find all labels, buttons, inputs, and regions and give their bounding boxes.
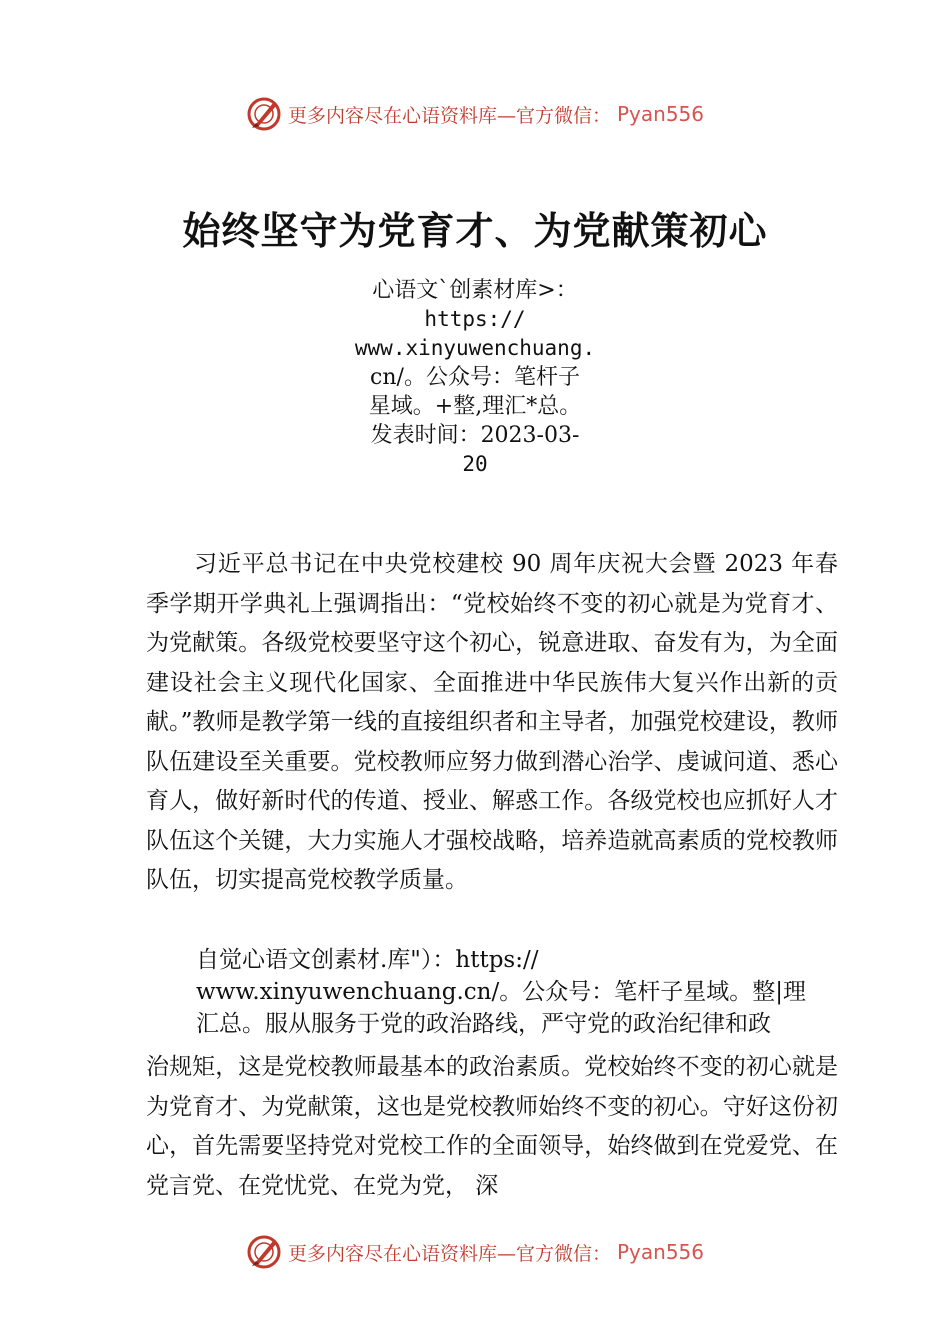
page-title: 始终坚守为党育才、为党献策初心 [182, 208, 768, 253]
source-line: 自觉心语文创素材.库"）：https:// [196, 947, 539, 973]
source-meta [330, 276, 620, 479]
meta-line: https:// [424, 307, 526, 331]
source-note [146, 944, 838, 1040]
banner-text: 更多内容尽在心语资料库—官方微信： [287, 104, 611, 127]
meta-line: 20 [462, 452, 488, 476]
meta-line: cn/。公众号：笔杆子 [370, 365, 580, 390]
meta-line: 心语文`创素材库>： [372, 278, 578, 303]
footer-banner [0, 1232, 950, 1272]
meta-line: www.xinyuwenchuang. [354, 336, 596, 360]
source-line: 汇总。服从服务于党的政治路线，严守党的政治纪律和政 [196, 1011, 771, 1037]
paragraph-text: 习近平总书记在中央党校建校 90 周年庆祝大会暨 2023 年春季学期开学典礼上强调指出：“党校始终不变的初心就是为党育才、为党献策。各级党校要坚守这个初心，锐意进取、奋发有为，为全面建设社会主义现代化国家、全面推进中华民族伟大复兴作出新的贡献。”教师是教学第一线的直接组织者和主导者，加强党校建设，教师队伍建设至关重要。党校教师应努力做到潜心治学、虔诚问道、悉心育人，做好新时代的传道、授业、解惑工作。各级党校也应抓好人才队伍这个关键，大力实施人才强校战略，培养造就高素质的党校教师队伍，切实提高党校教学质量。 [146, 551, 838, 893]
banner-text: 更多内容尽在心语资料库—官方微信： [287, 1242, 611, 1265]
pen-circle-logo-icon [246, 1234, 282, 1270]
paragraph-text: 治规矩，这是党校教师最基本的政治素质。党校始终不变的初心就是为党育才、为党献策，这也是党校教师始终不变的初心。守好这份初心，首先需要坚持党对党校工作的全面领导，始终做到在党爱党、在党言党、在党忧党、在党为党， 深 [146, 1054, 838, 1199]
meta-line: 星域。+整,理汇*总。 [368, 394, 582, 419]
source-line: www.xinyuwenchuang.cn/。公众号：笔杆子星域。整|理 [196, 979, 806, 1005]
meta-line: 发表时间：2023-03- [370, 423, 580, 448]
body-paragraph-1 [146, 545, 838, 901]
banner-wechat-id: Pyan556 [617, 102, 705, 126]
banner-wechat-id: Pyan556 [617, 1240, 705, 1264]
pen-circle-logo-icon [246, 96, 282, 132]
header-banner [0, 94, 950, 134]
body-paragraph-2 [146, 1048, 838, 1206]
